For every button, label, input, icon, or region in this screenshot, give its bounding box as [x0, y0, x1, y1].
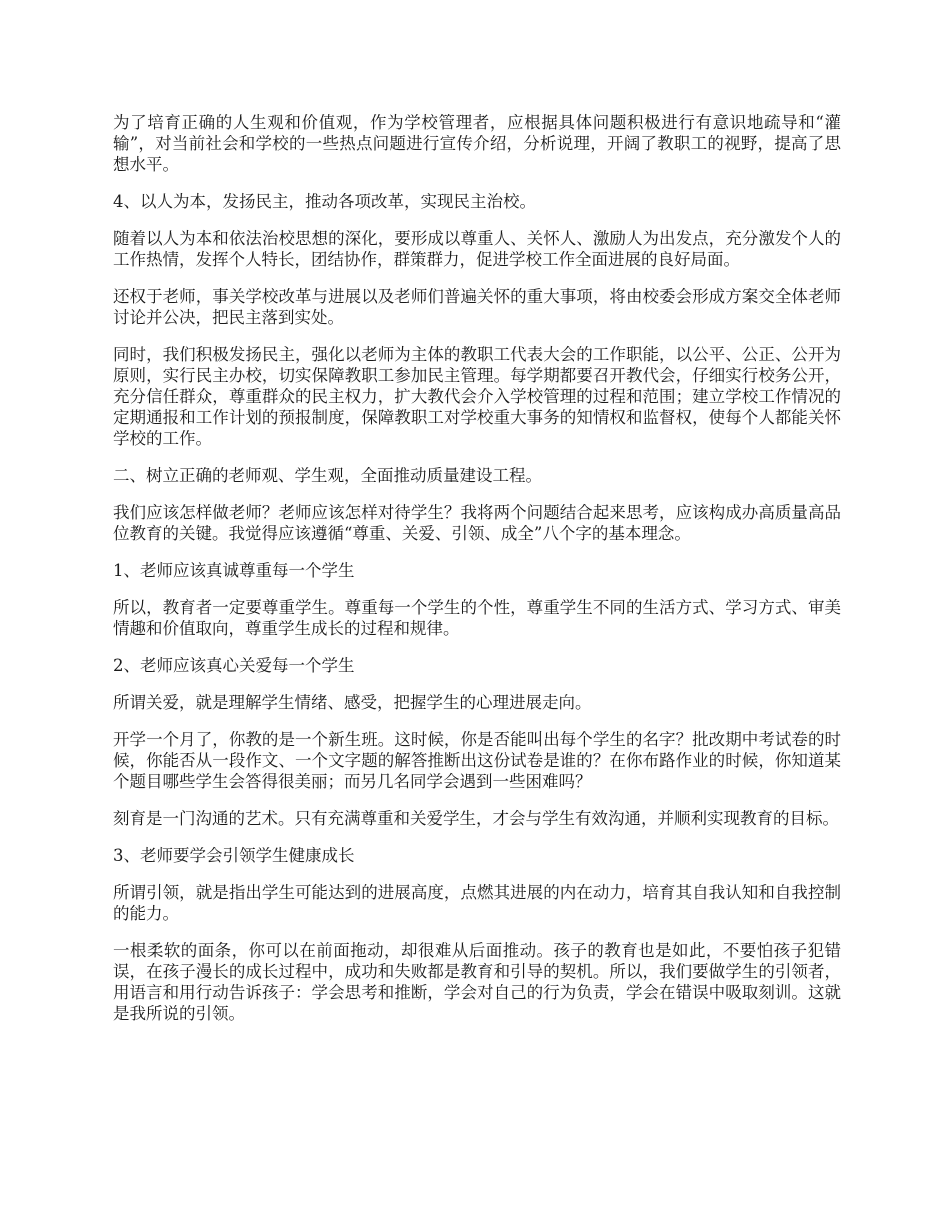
- subheading-3: 3、老师要学会引领学生健康成长: [113, 846, 355, 865]
- document-page: [113, 112, 841, 1040]
- section-heading-4: 4、以人为本，发扬民主，推动各项改革，实现民主治校。: [113, 192, 536, 211]
- paragraph-7: 所谓关爱，就是理解学生情绪、感受，把握学生的心理进展走向。: [113, 693, 592, 712]
- paragraph-4: 同时，我们积极发扬民主，强化以老师为主体的教职工代表大会的工作职能，以公平、公正、公开为原则，实行民主办校，切实保障教职工参加民主管理。每学期都要召开教代会，仔细实行校务公开，充分信任群众，尊重群众的民主权力，扩大教代会介入学校管理的过程和范围；建立学校工作情况的定期通报和工作计划的预报制度，保障教职工对学校重大事务的知情权和监督权，使每个人都能关怀学校的工作。: [113, 345, 841, 448]
- paragraph-9: 刻育是一门沟通的艺术。只有充满尊重和关爱学生，才会与学生有效沟通，并顺利实现教育的目标。: [113, 809, 839, 828]
- paragraph-11: 一根柔软的面条，你可以在前面拖动，却很难从后面推动。孩子的教育也是如此，不要怕孩子犯错误，在孩子漫长的成长过程中，成功和失败都是教育和引导的契机。所以，我们要做学生的引领者，用语言和用行动告诉孩子：学会思考和推断，学会对自己的行为负责，学会在错误中吸取刻训。这就是我所说的引领。: [113, 941, 841, 1023]
- paragraph-5: 我们应该怎样做老师？老师应该怎样对待学生？我将两个问题结合起来思考，应该构成办高质量高品位教育的关键。我觉得应该遵循“尊重、关爱、引领、成全”八个字的基本理念。: [113, 503, 841, 543]
- subheading-2: 2、老师应该真心关爱每一个学生: [113, 656, 355, 675]
- paragraph-2: 随着以人为本和依法治校思想的深化，要形成以尊重人、关怀人、激励人为出发点，充分激发个人的工作热情，发挥个人特长，团结协作，群策群力，促进学校工作全面进展的良好局面。: [113, 229, 841, 269]
- paragraph-8: 开学一个月了，你教的是一个新生班。这时候，你是否能叫出每个学生的名字？批改期中考试卷的时候，你能否从一段作文、一个文字题的解答推断出这份试卷是谁的？在你布路作业的时候，你知道某个题目哪些学生会答得很美丽；而另几名同学会遇到一些困难吗？: [113, 730, 841, 791]
- subheading-1: 1、老师应该真诚尊重每一个学生: [113, 561, 355, 580]
- paragraph-3: 还权于老师，事关学校改革与进展以及老师们普遍关怀的重大事项，将由校委会形成方案交全体老师讨论并公决，把民主落到实处。: [113, 287, 841, 327]
- paragraph-6: 所以，教育者一定要尊重学生。尊重每一个学生的个性，尊重学生不同的生活方式、学习方式、审美情趣和价值取向，尊重学生成长的过程和规律。: [113, 598, 841, 638]
- section-heading-2: 二、树立正确的老师观、学生观，全面推动质量建设工程。: [113, 466, 542, 485]
- paragraph-10: 所谓引领，就是指出学生可能达到的进展高度，点燃其进展的内在动力，培育其自我认知和自我控制的能力。: [113, 883, 841, 923]
- paragraph-1: 为了培育正确的人生观和价值观，作为学校管理者，应根据具体问题积极进行有意识地疏导和“灌输”，对当前社会和学校的一些热点问题进行宣传介绍，分析说理，开阔了教职工的视野，提高了思想水平。: [113, 113, 841, 174]
